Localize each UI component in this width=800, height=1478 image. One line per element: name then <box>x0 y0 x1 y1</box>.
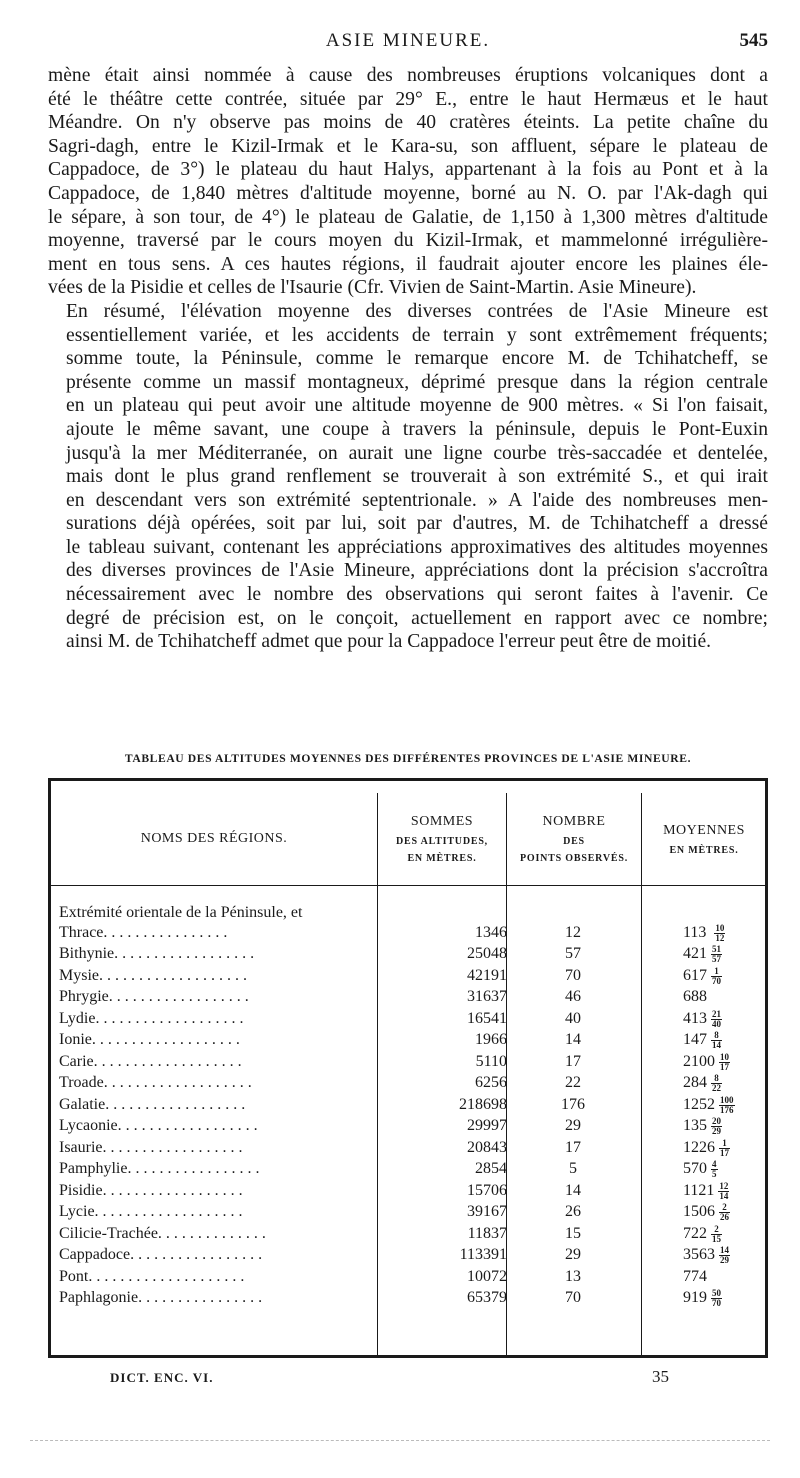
altitude-sum: 2854 <box>475 1160 507 1177</box>
points-count: 29 <box>565 1246 581 1263</box>
text-line: moyenne, traversé par le cours moyen du Kizil-Irmak, et mammelonné irrégulière- <box>48 230 768 252</box>
header-avg: MOYENNES EN MÈTRES. <box>663 822 745 856</box>
altitude-sum: 20843 <box>467 1138 507 1156</box>
table-row <box>51 988 765 1010</box>
altitude-sum: 113391 <box>459 1246 507 1263</box>
fraction: $\frac{51}{57}$ <box>712 944 721 964</box>
points-count: 15 <box>565 1224 581 1242</box>
fraction: $\frac{2}{15}$ <box>712 1223 721 1244</box>
average-altitude: 617 $\frac{1}{70}$ <box>683 965 721 986</box>
fraction: $\frac{12}{14}$ <box>719 1180 729 1201</box>
region-name: Mysie. . . . . . . . . . . . . . . . . . . <box>59 966 247 984</box>
points-count: 70 <box>565 1289 581 1306</box>
average-altitude: 113 $\frac{10}{12}$ <box>683 923 725 943</box>
table-body <box>51 903 765 1311</box>
average-altitude: 284 $\frac{8}{22}$ <box>683 1073 721 1093</box>
text-line: présente comme un massif montagneux, déprimé presque dans la région centrale <box>66 371 768 393</box>
points-count: 40 <box>565 1009 581 1027</box>
region-name: Bithynie. . . . . . . . . . . . . . . . . . <box>59 945 255 962</box>
table-row <box>51 1225 765 1247</box>
altitude-sum: 11837 <box>467 1224 507 1242</box>
altitude-sum: 6256 <box>475 1074 507 1091</box>
text-line: nécessairement avec le nombre des observations qui seront faites à l'avenir. Ce <box>66 584 768 606</box>
table-row <box>51 1160 765 1182</box>
table-row <box>51 1268 765 1290</box>
fraction: $\frac{10}{12}$ <box>715 923 725 943</box>
paragraph-1 <box>48 64 768 300</box>
table-row <box>51 1031 765 1053</box>
scan-edge <box>30 1440 770 1442</box>
text-line: essentiellement variée, et les accidents de terrain y sont extrêmement fréquents; <box>66 324 768 346</box>
region-name: Troade. . . . . . . . . . . . . . . . . . . <box>59 1074 252 1091</box>
header-count: NOMBRE DES POINTS OBSERVÉS. <box>519 814 629 864</box>
altitude-sum: 15706 <box>467 1181 507 1199</box>
text-line: des diverses provinces de l'Asie Mineure, appréciations dont la précision s'accroîtra <box>66 560 768 582</box>
points-count: 13 <box>565 1267 581 1285</box>
text-line: Méandre. On n'y observe pas moins de 40 cratères éteints. La petite chaîne du <box>48 112 768 134</box>
text-line: jusqu'à la mer Méditerranée, on aurait une ligne courbe très-saccadée et dentelée, <box>66 442 768 464</box>
fraction: $\frac{1}{70}$ <box>712 965 721 986</box>
region-name: Pamphylie. . . . . . . . . . . . . . . . . <box>59 1160 260 1177</box>
table-row <box>51 1053 765 1075</box>
text-line: ment en tous sens. A ces hautes régions, il faudrait ajouter encore les plaines éle- <box>48 253 768 275</box>
table-row <box>51 1074 765 1096</box>
text-line: Cappadoce, de 1,840 mètres d'altitude moyenne, borné au N. O. par l'Ak-dagh qui <box>48 182 768 204</box>
text-line: le tableau suivant, contenant les appréciations approximatives des altitudes moyennes <box>66 536 768 558</box>
region-name: Pisidie. . . . . . . . . . . . . . . . . . <box>59 1181 243 1199</box>
table-row <box>51 945 765 967</box>
table-row <box>51 1096 765 1118</box>
average-altitude: 147 $\frac{8}{14}$ <box>683 1030 721 1050</box>
average-altitude: 421 $\frac{51}{57}$ <box>683 944 721 964</box>
table-header <box>51 793 765 886</box>
text-line: mène était ainsi nommée à cause des nombreuses éruptions volcaniques dont a <box>48 65 768 86</box>
points-count: 29 <box>565 1117 581 1134</box>
text-line: été le théâtre cette contrée, située par 29° E., entre le haut Hermæus et le haut <box>48 88 768 110</box>
table-row <box>51 1139 765 1161</box>
altitude-sum: 65379 <box>467 1289 507 1306</box>
fraction: $\frac{21}{40}$ <box>712 1008 721 1029</box>
paragraph-2 <box>48 300 768 654</box>
average-altitude: 3563 $\frac{14}{29}$ <box>683 1245 729 1265</box>
average-altitude: 774 <box>683 1267 707 1285</box>
region-name: Extrémité orientale de la Péninsule, et Thrace. . . . . . . . . . . . . . . . <box>59 904 303 941</box>
points-count: 57 <box>565 945 581 962</box>
region-name: Cilicie-Trachée. . . . . . . . . . . . . . <box>59 1224 266 1242</box>
signature-number: 35 <box>652 1367 669 1386</box>
points-count: 17 <box>565 1138 581 1156</box>
points-count: 26 <box>565 1203 581 1220</box>
altitude-sum: 1966 <box>475 1031 507 1048</box>
footer-signature: DICT. ENC. VI. <box>110 1370 214 1385</box>
text-line: le sépare, à son tour, de 4°) le plateau de Galatie, de 1,150 à 1,300 mètres d'altitude <box>48 206 768 228</box>
header-sum: SOMMES DES ALTITUDES, EN MÈTRES. <box>396 814 488 864</box>
altitude-sum: 31637 <box>467 988 507 1005</box>
text-line: en descendant vers son extrémité septentrionale. » A l'aide des nombreuses men- <box>66 489 768 511</box>
fraction: $\frac{100}{176}$ <box>720 1094 734 1115</box>
points-count: 12 <box>565 924 581 941</box>
points-count: 17 <box>565 1052 581 1070</box>
text-line: ainsi M. de Tchihatcheff admet que pour la Cappadoce l'erreur peut être de moitié. <box>66 631 712 653</box>
average-altitude: 135 $\frac{20}{29}$ <box>683 1116 721 1136</box>
altitude-sum: 10072 <box>467 1267 507 1285</box>
altitude-sum: 39167 <box>467 1203 507 1220</box>
average-altitude: 688 <box>683 988 707 1005</box>
points-count: 22 <box>565 1074 581 1091</box>
points-count: 70 <box>565 966 581 984</box>
text-line: en un plateau qui peut avoir une altitude moyenne de 900 mètres. « Si l'on faisait, <box>66 395 768 417</box>
points-count: 14 <box>565 1181 581 1199</box>
table-row <box>51 1010 765 1032</box>
altitude-sum: 16541 <box>467 1009 507 1027</box>
fraction: $\frac{8}{14}$ <box>712 1030 721 1050</box>
text-line: ajoute le même savant, une coupe à travers la péninsule, depuis le Pont-Euxin <box>66 418 768 440</box>
average-altitude: 1121 $\frac{12}{14}$ <box>683 1180 729 1201</box>
altitude-sum: 25048 <box>467 945 507 962</box>
altitudes-table <box>48 778 768 1358</box>
altitude-sum: 1346 <box>475 924 507 941</box>
points-count: 176 <box>561 1095 585 1113</box>
body-text <box>48 64 768 654</box>
region-name: Phrygie. . . . . . . . . . . . . . . . . . <box>59 988 249 1005</box>
fraction: $\frac{2}{26}$ <box>720 1202 729 1222</box>
region-name: Cappadoce. . . . . . . . . . . . . . . . . <box>59 1246 263 1263</box>
table-row <box>51 1117 765 1139</box>
fraction: $\frac{1}{17}$ <box>720 1137 729 1158</box>
table-row <box>51 903 765 945</box>
text-line: Sagri-dagh, entre le Kizil-Irmak et le Kara-su, son affluent, sépare le plateau de <box>48 135 768 157</box>
average-altitude: 919 $\frac{50}{70}$ <box>683 1288 721 1308</box>
region-name: Lydie. . . . . . . . . . . . . . . . . . . <box>59 1009 244 1027</box>
fraction: $\frac{20}{29}$ <box>712 1116 721 1136</box>
text-line: surations déjà opérées, soit par lui, soit par d'autres, M. de Tchihatcheff a dressé <box>66 513 768 535</box>
altitude-sum: 5110 <box>475 1052 507 1070</box>
region-name: Ionie. . . . . . . . . . . . . . . . . . . <box>59 1031 240 1048</box>
fraction: $\frac{10}{17}$ <box>720 1051 729 1072</box>
page-number: 545 <box>739 30 768 51</box>
table-caption: TABLEAU DES ALTITUDES MOYENNES DES DIFFÉRENTES PROVINCES DE L'ASIE MINEURE. <box>124 752 692 765</box>
region-name: Lycaonie. . . . . . . . . . . . . . . . . . <box>59 1117 258 1134</box>
region-name: Galatie. . . . . . . . . . . . . . . . . . <box>59 1095 246 1113</box>
average-altitude: 413 $\frac{21}{40}$ <box>683 1008 721 1029</box>
altitude-sum: 42191 <box>467 966 507 984</box>
page-header <box>48 30 768 54</box>
text-line: degré de précision est, on le conçoit, actuellement en rapport avec ce nombre; <box>66 607 768 629</box>
region-name: Paphlagonie. . . . . . . . . . . . . . . . <box>59 1289 263 1306</box>
text-line: mais dont le plus grand renflement se trouverait à son extrémité S., et qui irait <box>66 466 768 488</box>
points-count: 46 <box>565 988 581 1005</box>
average-altitude: 722 $\frac{2}{15}$ <box>683 1223 721 1244</box>
altitude-sum: 218698 <box>459 1095 507 1113</box>
text-line: En résumé, l'élévation moyenne des diverses contrées de l'Asie Mineure est <box>66 300 768 322</box>
table-row <box>51 1182 765 1204</box>
running-title: ASIE MINEURE. <box>325 30 491 51</box>
table-row <box>51 967 765 989</box>
average-altitude: 1226 $\frac{1}{17}$ <box>683 1137 729 1158</box>
table-row <box>51 1246 765 1268</box>
altitude-sum: 29997 <box>467 1117 507 1134</box>
average-altitude: 1506 $\frac{2}{26}$ <box>683 1202 729 1222</box>
header-name: NOMS DES RÉGIONS. <box>140 831 288 846</box>
text-line: somme toute, la Péninsule, comme le remarque encore M. de Tchihatcheff, se <box>66 348 768 370</box>
region-name: Carie. . . . . . . . . . . . . . . . . . . <box>59 1052 242 1070</box>
fraction: $\frac{8}{22}$ <box>712 1073 721 1093</box>
average-altitude: 2100 $\frac{10}{17}$ <box>683 1051 729 1072</box>
region-name: Isaurie. . . . . . . . . . . . . . . . . . <box>59 1138 243 1156</box>
points-count: 14 <box>565 1031 581 1048</box>
average-altitude: 570 $\frac{4}{5}$ <box>683 1159 717 1179</box>
fraction: $\frac{50}{70}$ <box>712 1288 721 1308</box>
text-line: vées de la Pisidie et celles de l'Isaurie (Cfr. Vivien de Saint-Martin. Asie Mineure). <box>48 277 697 299</box>
fraction: $\frac{14}{29}$ <box>720 1245 729 1265</box>
table-row <box>51 1289 765 1311</box>
region-name: Lycie. . . . . . . . . . . . . . . . . . . <box>59 1203 243 1220</box>
table-row <box>51 1203 765 1225</box>
text-line: Cappadoce, de 3°) le plateau du haut Halys, appartenant à la fois au Pont et à la <box>48 159 768 181</box>
region-name: Pont. . . . . . . . . . . . . . . . . . . . <box>59 1267 245 1285</box>
points-count: 5 <box>569 1160 577 1177</box>
fraction: $\frac{4}{5}$ <box>712 1159 717 1179</box>
average-altitude: 1252 $\frac{100}{176}$ <box>683 1094 734 1115</box>
